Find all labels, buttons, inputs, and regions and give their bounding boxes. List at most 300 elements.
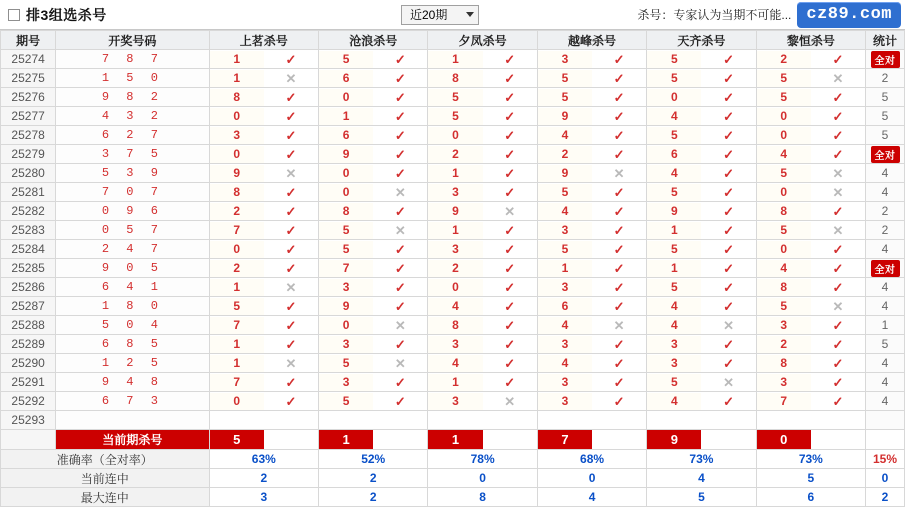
check-icon: ✓ xyxy=(832,89,844,105)
cell-draw-numbers: 5 3 9 xyxy=(56,164,209,183)
cell-expert-pick xyxy=(647,373,756,392)
cell-expert-pick xyxy=(209,240,318,259)
cell-expert-pick xyxy=(647,69,756,88)
pick-number: 8 xyxy=(210,89,264,106)
col-stat: 统计 xyxy=(866,31,905,50)
pick-number: 5 xyxy=(319,222,373,239)
cell-expert-pick xyxy=(209,145,318,164)
table-row xyxy=(1,69,905,88)
cell-expert-pick xyxy=(647,354,756,373)
cell-expert-pick xyxy=(756,88,865,107)
pick-number: 8 xyxy=(757,279,811,296)
cell-period[interactable]: 25291 xyxy=(1,373,56,392)
footer-label: 当前连中 xyxy=(1,469,210,488)
cell-period[interactable]: 25288 xyxy=(1,316,56,335)
cell-expert-pick xyxy=(319,221,428,240)
pick-number: 7 xyxy=(319,260,373,277)
cell-expert-pick xyxy=(428,316,537,335)
footer-value: 5 xyxy=(647,488,756,507)
pick-number: 2 xyxy=(757,336,811,353)
table-row xyxy=(1,126,905,145)
cell-period[interactable]: 25279 xyxy=(1,145,56,164)
check-icon: ✓ xyxy=(723,108,734,124)
cell-period[interactable]: 25274 xyxy=(1,50,56,69)
table-row xyxy=(1,335,905,354)
cell-draw-numbers: 9 8 2 xyxy=(56,88,209,107)
cell-draw-numbers: 9 0 5 xyxy=(56,259,209,278)
check-icon: ✓ xyxy=(613,184,625,200)
check-icon: ✓ xyxy=(504,317,516,333)
pick-number: 5 xyxy=(428,108,482,125)
cell-expert-pick xyxy=(537,411,646,430)
pick-number: 3 xyxy=(538,336,592,353)
current-pick-number: 7 xyxy=(538,430,592,449)
pick-number: 5 xyxy=(210,298,264,315)
cell-expert-pick xyxy=(537,354,646,373)
pick-number: 4 xyxy=(428,298,482,315)
cross-icon: ✕ xyxy=(394,317,406,333)
pick-number: 1 xyxy=(319,108,373,125)
cell-period[interactable]: 25282 xyxy=(1,202,56,221)
pick-number: 6 xyxy=(319,70,373,87)
pick-number: 7 xyxy=(757,393,811,410)
check-icon: ✓ xyxy=(504,108,516,124)
cell-stat: 4 xyxy=(866,183,905,202)
cell-expert-pick xyxy=(756,392,865,411)
check-icon: ✓ xyxy=(832,146,844,162)
table-row xyxy=(1,259,905,278)
check-icon: ✓ xyxy=(504,70,516,86)
cross-icon: ✕ xyxy=(285,279,297,295)
cell-expert-pick xyxy=(209,69,318,88)
cross-icon: ✕ xyxy=(394,355,406,371)
pick-number: 5 xyxy=(538,89,592,106)
cell-expert-pick xyxy=(319,50,428,69)
table-body xyxy=(1,50,905,507)
cell-expert-pick xyxy=(537,316,646,335)
check-icon: ✓ xyxy=(504,89,516,105)
cell-draw-numbers: 6 7 3 xyxy=(56,392,209,411)
pick-number: 1 xyxy=(428,222,482,239)
cell-expert-pick xyxy=(647,50,756,69)
toolbar-center xyxy=(340,5,540,25)
footer-value: 2 xyxy=(319,488,428,507)
status-badge: 全对 xyxy=(871,146,900,163)
cell-expert-pick xyxy=(647,202,756,221)
cell-draw-numbers: 4 3 2 xyxy=(56,107,209,126)
pick-number: 4 xyxy=(647,108,701,125)
cell-expert-pick xyxy=(209,183,318,202)
pick-number: 0 xyxy=(210,146,264,163)
check-icon: ✓ xyxy=(723,336,734,352)
pick-number: 4 xyxy=(757,146,811,163)
check-icon: ✓ xyxy=(504,298,516,314)
cell-period[interactable]: 25277 xyxy=(1,107,56,126)
pick-number: 5 xyxy=(647,279,701,296)
pick-number: 1 xyxy=(210,336,264,353)
check-icon: ✓ xyxy=(504,374,516,390)
cell-expert-pick xyxy=(428,411,537,430)
check-icon: ✓ xyxy=(832,317,844,333)
cell-expert-pick xyxy=(428,202,537,221)
cell-expert-pick xyxy=(209,221,318,240)
cell-period[interactable]: 25283 xyxy=(1,221,56,240)
pick-number: 0 xyxy=(757,241,811,258)
check-icon: ✓ xyxy=(832,279,844,295)
table-row xyxy=(1,183,905,202)
cell-expert-pick xyxy=(428,221,537,240)
check-icon: ✓ xyxy=(613,393,625,409)
check-icon: ✓ xyxy=(613,355,625,371)
cell-period[interactable]: 25275 xyxy=(1,69,56,88)
cell-expert-pick xyxy=(647,221,756,240)
table-row xyxy=(1,202,905,221)
pick-number: 0 xyxy=(210,241,264,258)
footer-value: 52% xyxy=(319,450,428,469)
current-pick-number: 5 xyxy=(210,430,264,449)
cell-expert-pick xyxy=(537,373,646,392)
footer-value: 6 xyxy=(756,488,865,507)
cell-period[interactable]: 25280 xyxy=(1,164,56,183)
cell-expert-pick xyxy=(537,145,646,164)
cross-icon: ✕ xyxy=(285,165,297,181)
cell-expert-pick xyxy=(209,278,318,297)
cell-expert-pick xyxy=(647,297,756,316)
table-row xyxy=(1,278,905,297)
cell-stat: 5 xyxy=(866,88,905,107)
col-expert-4[interactable]: 越峰杀号 xyxy=(537,31,646,50)
pick-number: 7 xyxy=(210,374,264,391)
cell-expert-pick xyxy=(756,202,865,221)
cell-period[interactable]: 25293 xyxy=(1,411,56,430)
pick-number: 6 xyxy=(647,146,701,163)
cell-expert-pick xyxy=(756,278,865,297)
footer-label: 最大连中 xyxy=(1,488,210,507)
cell-expert-pick xyxy=(647,164,756,183)
pick-number: 0 xyxy=(210,393,264,410)
pick-number: 9 xyxy=(428,203,482,220)
cell-expert-pick xyxy=(428,88,537,107)
cell-expert-pick xyxy=(319,164,428,183)
cell-expert-pick xyxy=(428,183,537,202)
cell-stat xyxy=(866,259,905,278)
cell-period xyxy=(1,430,56,450)
check-icon: ✓ xyxy=(285,298,297,314)
table-row xyxy=(1,88,905,107)
check-icon: ✓ xyxy=(723,184,734,200)
check-icon: ✓ xyxy=(504,222,516,238)
col-expert-2[interactable]: 沧浪杀号 xyxy=(319,31,428,50)
cross-icon: ✕ xyxy=(285,355,297,371)
pick-number: 8 xyxy=(428,70,482,87)
pick-number: 5 xyxy=(647,127,701,144)
col-expert-1[interactable]: 上茗杀号 xyxy=(209,31,318,50)
cell-draw-numbers: 6 8 5 xyxy=(56,335,209,354)
cell-period[interactable]: 25276 xyxy=(1,88,56,107)
pick-number: 3 xyxy=(319,374,373,391)
cell-expert-pick xyxy=(319,145,428,164)
pick-number: 5 xyxy=(757,70,811,87)
footer-row xyxy=(1,488,905,507)
cell-expert-pick xyxy=(428,392,537,411)
check-icon: ✓ xyxy=(394,127,406,143)
cell-expert-pick xyxy=(209,126,318,145)
check-icon: ✓ xyxy=(394,336,406,352)
col-period: 期号 xyxy=(1,31,56,50)
cell-expert-pick xyxy=(756,259,865,278)
check-icon: ✓ xyxy=(723,89,734,105)
footer-value: 4 xyxy=(647,469,756,488)
pick-number: 2 xyxy=(210,203,264,220)
pick-number: 0 xyxy=(319,165,373,182)
check-icon: ✓ xyxy=(285,241,297,257)
check-icon: ✓ xyxy=(832,355,844,371)
cell-expert-pick xyxy=(319,316,428,335)
status-badge: 全对 xyxy=(871,51,900,68)
check-icon: ✓ xyxy=(723,393,734,409)
check-icon: ✓ xyxy=(723,241,734,257)
cell-expert-pick xyxy=(537,183,646,202)
footer-value: 0 xyxy=(537,469,646,488)
check-icon: ✓ xyxy=(723,355,734,371)
check-icon: ✓ xyxy=(285,260,297,276)
cell-expert-pick xyxy=(537,50,646,69)
col-draw: 开奖号码 xyxy=(56,31,209,50)
pick-number: 6 xyxy=(319,127,373,144)
table-row xyxy=(1,145,905,164)
cell-expert-pick xyxy=(319,202,428,221)
cell-current-pick xyxy=(209,430,318,450)
check-icon: ✓ xyxy=(285,51,297,67)
pick-number: 9 xyxy=(319,146,373,163)
check-icon: ✓ xyxy=(613,51,625,67)
cross-icon: ✕ xyxy=(832,165,844,181)
cell-period[interactable]: 25281 xyxy=(1,183,56,202)
cell-draw-numbers: 2 4 7 xyxy=(56,240,209,259)
table-row xyxy=(1,373,905,392)
check-icon: ✓ xyxy=(285,393,297,409)
pick-number: 4 xyxy=(647,317,701,334)
check-icon: ✓ xyxy=(723,146,734,162)
col-expert-5[interactable]: 天齐杀号 xyxy=(647,31,756,50)
cell-expert-pick xyxy=(319,335,428,354)
check-icon: ✓ xyxy=(394,108,406,124)
footer-value: 4 xyxy=(537,488,646,507)
table-row xyxy=(1,50,905,69)
pick-number: 0 xyxy=(319,89,373,106)
pick-number: 4 xyxy=(757,260,811,277)
cell-expert-pick xyxy=(428,354,537,373)
pick-number: 6 xyxy=(538,298,592,315)
cell-current-pick xyxy=(537,430,646,450)
cell-draw-numbers: 1 2 5 xyxy=(56,354,209,373)
pick-number: 3 xyxy=(538,374,592,391)
cross-icon: ✕ xyxy=(285,70,297,86)
cell-expert-pick xyxy=(647,145,756,164)
cell-draw-numbers: 1 5 0 xyxy=(56,69,209,88)
cell-draw-numbers: 1 8 0 xyxy=(56,297,209,316)
pick-number: 7 xyxy=(210,222,264,239)
pick-number: 3 xyxy=(538,393,592,410)
current-period-row xyxy=(1,430,905,450)
footer-value: 5 xyxy=(756,469,865,488)
cell-expert-pick xyxy=(209,107,318,126)
cell-stat: 2 xyxy=(866,221,905,240)
cell-current-pick xyxy=(428,430,537,450)
cross-icon: ✕ xyxy=(613,165,625,181)
cell-expert-pick xyxy=(428,335,537,354)
cell-expert-pick xyxy=(209,297,318,316)
cell-expert-pick xyxy=(209,316,318,335)
cell-expert-pick xyxy=(756,107,865,126)
cell-expert-pick xyxy=(537,69,646,88)
cell-expert-pick xyxy=(428,278,537,297)
cell-draw-numbers: 3 7 5 xyxy=(56,145,209,164)
check-icon: ✓ xyxy=(285,146,297,162)
check-icon: ✓ xyxy=(723,260,734,276)
cell-expert-pick xyxy=(428,69,537,88)
col-expert-3[interactable]: 夕凤杀号 xyxy=(428,31,537,50)
check-icon: ✓ xyxy=(613,222,625,238)
pick-number: 4 xyxy=(538,317,592,334)
cell-expert-pick xyxy=(319,69,428,88)
cell-expert-pick xyxy=(756,354,865,373)
pick-number: 4 xyxy=(647,165,701,182)
check-icon: ✓ xyxy=(285,127,297,143)
cell-expert-pick xyxy=(319,240,428,259)
check-icon: ✓ xyxy=(723,70,734,86)
footer-stat-value: 2 xyxy=(866,488,905,507)
pick-number: 7 xyxy=(210,317,264,334)
cell-expert-pick xyxy=(319,354,428,373)
cell-expert-pick xyxy=(756,183,865,202)
check-icon: ✓ xyxy=(394,146,406,162)
current-pick-number: 1 xyxy=(319,430,373,449)
check-icon: ✓ xyxy=(394,89,406,105)
pick-number: 3 xyxy=(319,279,373,296)
cell-expert-pick xyxy=(756,145,865,164)
cell-expert-pick xyxy=(428,373,537,392)
footer-row xyxy=(1,450,905,469)
check-icon: ✓ xyxy=(394,279,406,295)
pick-number: 0 xyxy=(757,127,811,144)
check-icon: ✓ xyxy=(504,355,516,371)
cell-expert-pick xyxy=(537,202,646,221)
check-icon: ✓ xyxy=(613,260,625,276)
current-pick-number: 9 xyxy=(647,430,701,449)
select-all-checkbox[interactable] xyxy=(8,9,20,21)
pick-number: 1 xyxy=(210,279,264,296)
pick-number: 3 xyxy=(428,241,482,258)
check-icon: ✓ xyxy=(394,241,406,257)
chevron-down-icon xyxy=(466,12,474,17)
footer-value: 2 xyxy=(319,469,428,488)
pick-number: 9 xyxy=(538,165,592,182)
pick-number: 1 xyxy=(210,355,264,372)
cell-expert-pick xyxy=(209,354,318,373)
check-icon: ✓ xyxy=(285,89,297,105)
cell-stat: 4 xyxy=(866,297,905,316)
table-header xyxy=(1,31,905,50)
pick-number: 0 xyxy=(757,108,811,125)
pick-number: 3 xyxy=(757,374,811,391)
pick-number: 1 xyxy=(647,260,701,277)
check-icon: ✓ xyxy=(285,222,297,238)
cell-expert-pick xyxy=(428,297,537,316)
cell-stat xyxy=(866,411,905,430)
cell-stat: 4 xyxy=(866,240,905,259)
cell-expert-pick xyxy=(209,88,318,107)
check-icon: ✓ xyxy=(832,374,844,390)
pick-number: 5 xyxy=(647,184,701,201)
cell-expert-pick xyxy=(537,164,646,183)
footer-value: 2 xyxy=(209,469,318,488)
cell-period[interactable]: 25290 xyxy=(1,354,56,373)
cell-period[interactable]: 25286 xyxy=(1,278,56,297)
period-select[interactable] xyxy=(401,5,479,25)
cell-stat: 4 xyxy=(866,392,905,411)
pick-number: 9 xyxy=(538,108,592,125)
pick-number: 2 xyxy=(210,260,264,277)
check-icon: ✓ xyxy=(504,279,516,295)
cell-expert-pick xyxy=(428,50,537,69)
col-expert-6[interactable]: 黎恒杀号 xyxy=(756,31,865,50)
cell-period[interactable]: 25287 xyxy=(1,297,56,316)
check-icon: ✓ xyxy=(832,203,844,219)
toolbar xyxy=(0,0,905,30)
pick-number: 5 xyxy=(319,393,373,410)
check-icon: ✓ xyxy=(613,241,625,257)
cell-stat: 4 xyxy=(866,278,905,297)
footer-value: 0 xyxy=(428,469,537,488)
cell-draw-numbers: 6 4 1 xyxy=(56,278,209,297)
cell-expert-pick xyxy=(756,297,865,316)
cell-expert-pick xyxy=(647,278,756,297)
pick-number: 3 xyxy=(428,393,482,410)
cell-draw-numbers: 0 5 7 xyxy=(56,221,209,240)
pick-number: 4 xyxy=(538,127,592,144)
pick-number: 8 xyxy=(210,184,264,201)
cell-current-pick xyxy=(319,430,428,450)
pick-number: 5 xyxy=(647,374,701,391)
cell-expert-pick xyxy=(647,411,756,430)
cell-expert-pick xyxy=(756,126,865,145)
check-icon: ✓ xyxy=(832,51,844,67)
pick-number: 3 xyxy=(538,279,592,296)
check-icon: ✓ xyxy=(613,146,625,162)
pick-number: 5 xyxy=(757,298,811,315)
cell-expert-pick xyxy=(756,50,865,69)
cell-period[interactable]: 25284 xyxy=(1,240,56,259)
toolbar-right xyxy=(540,2,905,28)
table-row xyxy=(1,221,905,240)
check-icon: ✓ xyxy=(504,165,516,181)
cell-expert-pick xyxy=(209,164,318,183)
cell-expert-pick xyxy=(319,297,428,316)
pick-number: 9 xyxy=(210,165,264,182)
cell-period[interactable]: 25285 xyxy=(1,259,56,278)
cell-period[interactable]: 25292 xyxy=(1,392,56,411)
cell-period[interactable]: 25289 xyxy=(1,335,56,354)
cell-period[interactable]: 25278 xyxy=(1,126,56,145)
check-icon: ✓ xyxy=(394,203,406,219)
cell-expert-pick xyxy=(647,392,756,411)
cell-expert-pick xyxy=(428,145,537,164)
cell-draw-numbers: 7 0 7 xyxy=(56,183,209,202)
pick-number: 0 xyxy=(428,127,482,144)
pick-number: 5 xyxy=(319,241,373,258)
cell-expert-pick xyxy=(647,259,756,278)
